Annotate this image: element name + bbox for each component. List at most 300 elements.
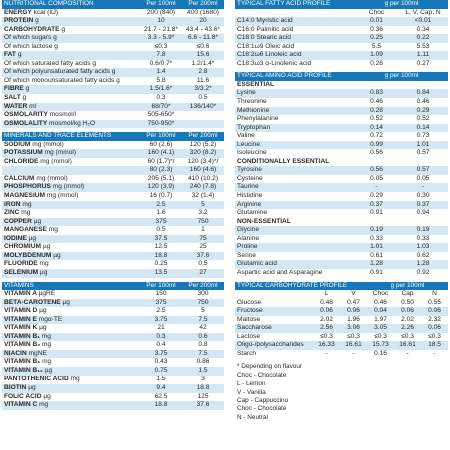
label-text: PHOSPHORUS [4,183,51,191]
label-text: FOLIC ACID [4,392,42,400]
row-label: Glutamine [237,209,268,217]
label-text: PANTOTHENIC ACID [4,375,69,383]
column-label: Cap [401,290,414,298]
label-text: VITAMIN B₁ [4,332,40,340]
value-cell: 0.06 [313,307,340,316]
label-text: IODINE [4,234,27,242]
value-per-200ml: 5 [201,307,205,315]
value-per-100ml: 3.75 [140,316,182,325]
value-per-100ml: 0.4 [156,341,166,349]
label-text: IRON [4,200,21,208]
value-per-200ml [182,120,224,129]
value-cell: 0.16 [374,349,387,357]
value-cell: 0.47 [347,298,360,306]
footnote-line: L - Lemon [237,380,266,388]
value-cell: 2.32 [428,315,441,323]
value-cell: 16.61 [340,341,367,350]
value-per-200ml: 125 [197,392,209,400]
section-label: NON-ESSENTIAL [235,218,448,227]
row-label: Oligo-/polysaccharides [235,341,313,350]
label-text: CALCIUM [4,174,35,182]
value-other: 0.22 [398,34,448,43]
value-b: 0.84 [398,89,448,98]
value-per-200ml: 3.2 [198,209,208,217]
value-per-100ml: 0.75 [140,367,182,376]
unit-text: g [53,34,57,42]
table-row [235,260,448,269]
value-cell: 0.06 [421,307,448,316]
row-label [2,141,140,150]
value-b: 0.30 [416,192,430,199]
table-header [235,0,448,9]
row-label [2,158,140,167]
table-row [235,252,448,261]
value-cell: 1.97 [374,315,387,323]
row-label: Taurine [235,183,355,192]
unit-text: µg [33,217,42,225]
row-label [2,166,140,175]
column-labels [235,290,448,299]
value-per-200ml: 120 (5.2) [189,140,217,148]
value-per-200ml: 42 [199,324,207,332]
table-row [235,149,448,158]
row-label [2,341,140,350]
value-per-100ml: 16 (0.7) [149,192,173,199]
value-a: 0.91 [370,268,383,276]
value-per-200ml: 43.4 - 43.6* [185,25,221,33]
label-text: OSMOLARITY [4,111,48,119]
unit-text: µg [62,298,70,306]
header-cell: g per 100ml [355,0,448,9]
nutritional-composition-table [2,0,224,128]
value-choc: 0.26 [370,59,383,67]
value-a: 0.83 [355,89,398,98]
value-per-200ml: 0.8 [198,341,208,349]
value-a: 0.91 [370,209,383,217]
value-b: 1.01 [398,141,448,150]
row-label [2,34,140,43]
value-per-200ml: 3 [201,375,205,383]
table-row [235,17,448,26]
unit-text: mgNE [28,349,47,357]
value-per-100ml: 1.6 [156,209,166,217]
column-label [235,290,313,299]
value-per-200ml: 400 (1680) [187,8,219,16]
label-text: SALT [4,94,21,101]
value-cell: 16.61 [394,341,421,350]
value-b: 0.29 [398,107,448,116]
value-a: 0.33 [370,234,383,242]
table-row [235,324,448,333]
row-label: Arginine [235,201,355,210]
table-row [2,94,224,103]
table-row [2,376,224,385]
value-cell: 2.02 [320,315,333,323]
table-row [2,103,224,112]
table-row [235,350,448,359]
value-other: 0.27 [416,59,430,67]
value-choc: 5.5 [371,42,382,50]
unit-text: µg [28,384,36,392]
footnote-line: Choc - Chocolate [237,405,287,413]
label-text: ZINC [4,209,20,217]
header-cell: g per 100ml [355,72,448,81]
table-row [235,141,448,150]
footnote-line: N - Neutral [237,413,268,421]
table-row [2,68,224,77]
value-cell: 0.55 [428,298,441,306]
table-row [2,183,224,192]
table-row [235,307,448,316]
table-row [2,141,224,150]
row-label [2,17,140,26]
label-text: NIACIN [4,349,27,357]
table-row [235,26,448,35]
row-label [2,243,140,252]
fatty-acid-table [235,0,448,68]
label-text: VITAMIN D [4,307,38,315]
row-label [2,209,140,218]
section-label: CONDITIONALLY ESSENTIAL [235,158,448,167]
value-per-200ml: 18.8 [182,384,224,393]
value-b: 0.05 [416,174,430,182]
label-text: VITAMIN B₁₂ [4,366,43,374]
value-per-200ml: 3/3.2* [182,85,224,94]
section-label: ESSENTIAL [235,81,448,90]
value-per-100ml: 0.5 [156,226,166,234]
table-row [235,166,448,175]
value-per-100ml: 37.5 [140,235,182,244]
table-row [235,43,448,52]
value-per-200ml: 0.5 [198,260,208,268]
value-b: 0.73 [416,132,430,140]
value-b: 0.57 [416,149,430,157]
label-text: Of which saturated fatty acids [4,59,91,67]
table-row [2,252,224,261]
table-row [235,226,448,235]
value-cell: 3.06 [340,324,367,333]
row-label: Aspartic acid and Asparagine [237,268,323,276]
label-text: VITAMIN B₂ [4,341,41,349]
row-label: Leucine [235,141,355,150]
value-per-200ml: 6.6 - 11.8* [182,34,224,43]
value-cell: ≤0.3 [374,332,387,340]
unit-text: mg [41,341,52,349]
row-label: Tryptophan [235,124,355,133]
value-cell: 0.06 [340,307,367,316]
value-per-100ml: 3.3 - 5.9* [140,34,182,43]
table-row [235,269,448,278]
value-per-200ml: 750 [182,218,224,227]
row-label [2,235,140,244]
header-cell: Per 100ml [140,132,182,141]
table-row [2,260,224,269]
unit-text: g [92,59,97,67]
table-row [235,132,448,141]
table-row [2,201,224,210]
table-row [2,341,224,350]
value-per-100ml: 80 (2.3) [140,166,182,175]
value-per-100ml: 0.3 [140,333,182,342]
value-other: 5.53 [416,42,430,50]
value-per-200ml: 410 (10.2) [187,174,219,182]
table-row [2,17,224,26]
table-header [235,72,448,81]
table-row [235,192,448,201]
table-row [2,307,224,316]
value-b: - [398,183,448,192]
table-row [2,26,224,35]
label-text: VITAMIN K [4,324,38,332]
value-per-100ml: 3.75 [140,350,182,359]
row-label [2,201,140,210]
value-a: 0.28 [355,107,398,116]
label-text: CHLORIDE [4,157,39,165]
value-per-200ml: 11.6 [196,76,210,84]
value-per-100ml: 0.3 [156,94,166,101]
row-label: Lysine [235,89,355,98]
value-choc: 1.09 [355,51,398,60]
table-row [2,175,224,184]
table-row [235,209,448,218]
label-text: VITAMIN B₆ [4,358,41,366]
table-row [235,183,448,192]
unit-text: mosmol/kg H₂O [48,119,96,127]
column-label [235,9,355,18]
value-per-200ml [182,111,224,120]
footnote-line: V - Vanilla [237,388,266,396]
row-label: Isoleucine [237,149,267,157]
value-choc: 0.01 [355,17,398,26]
label-text: MAGNESIUM [4,192,46,199]
row-label [2,333,140,342]
section-heading [235,158,448,167]
value-per-100ml: 120 (3.9) [140,183,182,192]
unit-text: mg (mmol) [32,140,64,148]
table-row [2,350,224,359]
table-row [2,316,224,325]
table-row [2,77,224,86]
column-label: Choc [368,8,385,16]
table-row [235,34,448,43]
value-b: 0.62 [416,251,430,259]
value-cell: 2.56 [313,324,340,333]
unit-text: µgRE [38,290,56,298]
label-text: VITAMIN A [4,290,37,298]
table-row [235,98,448,107]
row-label: Phenylalanine [237,115,279,123]
value-per-100ml: 10 [140,17,182,26]
table-row [2,85,224,94]
footnote-line: * Depending on flavour [237,363,303,371]
table-row [235,316,448,325]
row-label: C18:3ω3 α-Linolenic acid [237,59,312,67]
header-cell: TYPICAL FATTY ACID PROFILE [235,0,355,9]
unit-text: µg [42,243,51,251]
table-row [2,299,224,308]
row-label [2,384,140,393]
table-row [2,401,224,410]
label-text: CHROMIUM [4,243,41,251]
value-b: 0.94 [416,209,430,217]
row-label [2,94,140,103]
value-per-100ml: 21.7 - 21.8* [143,25,179,33]
value-cell: - [352,349,355,357]
table-row [2,192,224,201]
value-per-100ml: 18.8 [140,252,182,261]
row-label [2,103,140,112]
label-text: ENERGY [4,8,32,16]
unit-text: mg [39,401,49,409]
value-cell: ≤0.3 [428,332,441,340]
row-label: Cysteine [237,174,263,182]
table-row [2,43,224,52]
value-per-100ml: 205 (5.1) [147,174,175,182]
value-cell: 0.06 [394,307,421,316]
row-label [2,367,140,376]
label-text: WATER [4,102,28,110]
left-column [2,0,224,414]
value-a: 0.99 [355,141,398,150]
label-text: VITAMIN E [4,315,37,323]
value-cell: 0.48 [320,298,333,306]
row-label: Threonine [237,98,267,105]
row-label [2,350,140,359]
value-b: 1.03 [398,243,448,252]
value-per-100ml: 18.8 [140,401,182,410]
label-text: FLUORIDE [4,260,38,268]
table-row [235,115,448,124]
unit-text: mg [48,226,58,234]
value-per-200ml: 0.5 [198,94,208,101]
unit-text: µg [28,234,37,242]
row-label: Alanine [237,234,259,242]
unit-text: mg (mmol) [46,192,79,199]
label-text: Of which lactose [4,42,53,50]
value-cell: - [325,349,328,357]
value-per-200ml: 20 [182,17,224,26]
table-row [235,235,448,244]
table-row [2,324,224,333]
value-cell: 0.46 [374,298,387,306]
value-per-200ml: 37.6 [182,401,224,410]
value-cell: ≤0.3 [347,332,360,340]
value-cell: 2.02 [401,315,414,323]
table-row [2,120,224,129]
row-label [2,183,140,192]
unit-text: mg (mmol) [44,149,77,157]
unit-text: ml [29,102,37,110]
value-cell: 1.96 [347,315,360,323]
value-per-200ml: 300 [197,290,209,298]
row-label [2,85,140,94]
value-a: - [355,183,398,192]
row-label: Histidine [237,192,263,199]
header-cell: Per 100ml [140,282,182,291]
value-cell: ≤0.3 [320,332,333,340]
carbohydrate-table [235,282,448,359]
unit-text: mg (mmol) [36,174,68,182]
header-cell: NUTRITIONAL COMPOSITION [2,0,140,9]
unit-text: mosmol/l [49,111,77,119]
value-per-100ml: 62.5 [154,392,168,400]
header-cell: VITAMINS [2,282,140,291]
unit-text: mg [41,332,51,340]
label-text: PROTEIN [4,17,34,25]
value-a: 0.56 [370,149,383,157]
table-row [2,243,224,252]
row-label: C14:0 Myristic acid [235,17,355,26]
vitamins-table [2,282,224,410]
value-per-100ml: 160 (4.1) [140,149,182,158]
value-b: 0.57 [398,166,448,175]
value-per-200ml: 27 [182,269,224,278]
label-text: MANGANESE [4,226,47,234]
value-per-100ml: 21 [157,324,165,332]
unit-text: µg [53,251,61,259]
row-label: Proline [235,243,355,252]
table-row [2,158,224,167]
row-label [2,260,140,269]
header-cell: TYPICAL CARBOHYDRATE PROFILE [235,282,367,291]
label-text: SODIUM [4,140,31,148]
value-per-100ml: 1.5/1.6* [140,85,182,94]
row-label [2,252,140,261]
value-choc: 0.36 [370,25,383,33]
value-b: 0.46 [416,98,430,105]
value-per-200ml: 160 (4.6) [182,166,224,175]
value-per-100ml: 505-650* [147,111,175,119]
value-a: 0.14 [355,124,398,133]
table-row [2,384,224,393]
value-per-200ml: 320 (8.2) [182,149,224,158]
value-other: 0.34 [416,25,430,33]
table-row [235,299,448,308]
value-cell: 3.05 [367,324,394,333]
value-per-100ml: 0.43 [154,358,168,366]
label-text: COPPER [4,217,32,225]
row-label [2,60,140,69]
value-per-100ml: ≤0.3 [154,42,168,50]
row-label [2,43,140,52]
label-text: BIOTIN [4,384,27,392]
minerals-table [2,132,224,277]
row-label [2,290,140,299]
header-cell: Per 200ml [182,282,224,291]
row-label: Glutamic acid [235,260,355,269]
value-other: 1.11 [398,51,448,60]
value-per-100ml: 9.4 [140,384,182,393]
row-label: Serine [237,251,257,259]
row-label [2,120,140,129]
value-per-200ml: 75 [182,235,224,244]
label-text: Of which monounsaturated fatty acids [4,76,115,84]
unit-text: mg [39,260,49,268]
footnote-line: Choc - Chocolate [237,371,287,379]
value-per-200ml: 15.6 [182,51,224,60]
row-label: Glycine [235,226,355,235]
unit-text: g [111,68,116,76]
row-label [2,269,140,278]
unit-text: mg [22,200,32,208]
value-a: 0.46 [370,98,383,105]
table-row [2,367,224,376]
table-row [235,124,448,133]
value-a: 0.37 [355,201,398,210]
table-row [235,243,448,252]
header-cell: Per 100ml [140,0,182,9]
unit-text: g [61,25,66,33]
